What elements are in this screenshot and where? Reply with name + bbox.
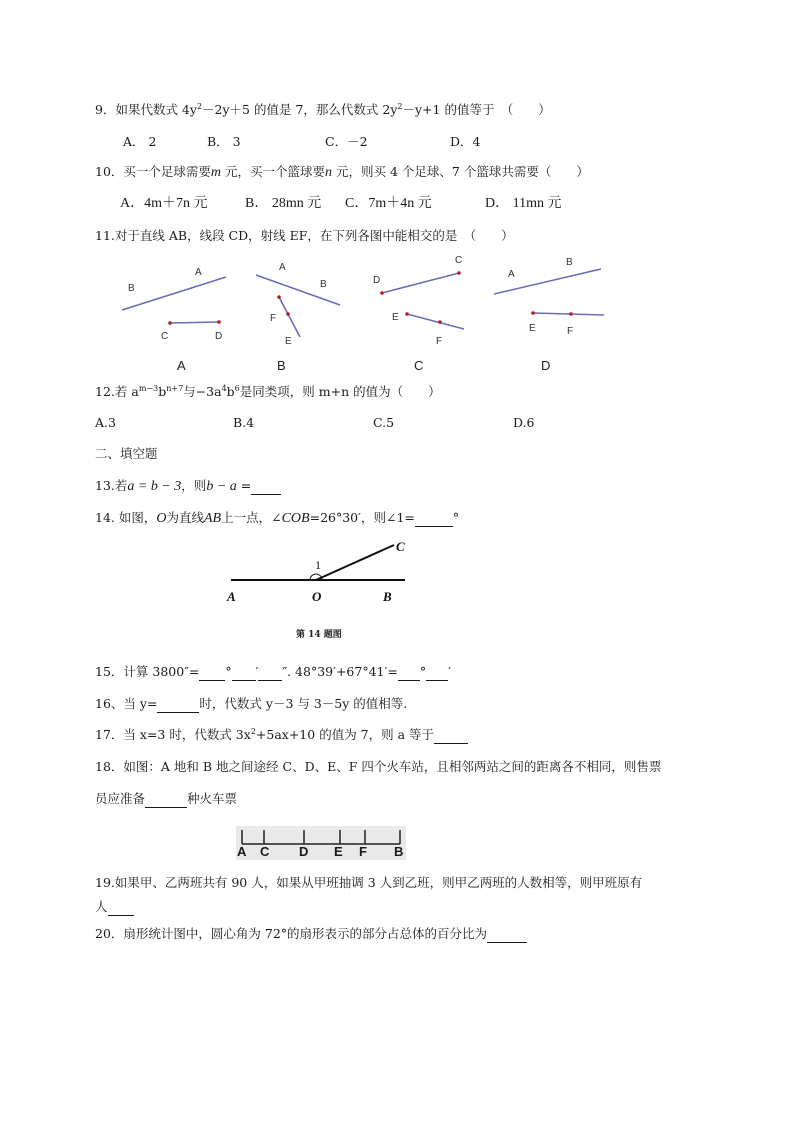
q16-stem [95,696,407,713]
q11-figure-label-d: D [541,358,551,373]
q10-option-c: C．7m＋4n 元 [345,196,432,211]
q14-text-part: =26°30′，则∠1= [309,510,415,525]
q12-text-part: b [226,384,235,399]
q15-text-part: ″. 48°39′+67°41′= [282,664,398,679]
q15-blank-sum-degrees[interactable] [398,664,420,681]
q16-answer-blank[interactable] [157,696,199,713]
point-c [457,271,461,275]
station-label-d: D [299,844,309,859]
q9-text-part: 如果代数式 4y [115,102,197,117]
label-e: E [285,336,292,347]
q10-text-part: 元，则买 4 个足球、7 个篮球共需要（ ） [332,164,589,179]
label-b: B [128,283,135,294]
station-label-f: F [359,844,367,859]
q12-option-a: A.3 [95,415,116,430]
q12-exponent: n+7 [166,383,184,393]
label-c: C [161,331,169,342]
q13-text-part: ，则 [181,478,207,493]
section-heading-fill-blank: 二、填空题 [95,446,158,461]
q13-text-part: = [236,478,252,493]
label-b: B [320,279,327,290]
point-e [405,312,409,316]
station-label-c: C [260,844,270,859]
label-d: D [215,331,223,342]
point-f [286,312,290,316]
q14-figure [0,535,794,615]
q11-figure-label-b: B [277,358,286,373]
q15-text-part: 15．计算 3800″= [95,664,200,679]
q14-label-a: A [227,589,236,604]
q17-exponent: 2 [250,726,256,736]
q10-text-part: 元，买一个篮球要 [221,164,326,179]
q12-stem [95,384,441,400]
q18-answer-blank[interactable] [145,791,187,808]
q15-blank-degrees[interactable] [199,664,225,681]
point-d [217,320,221,324]
q9-stem [95,102,551,118]
q11-figure-label-a: A [177,358,186,373]
label-d: D [373,275,381,286]
q10-variable-m: m [210,165,222,180]
q13-stem [95,478,281,495]
q19-stem-line1: 19.如果甲、乙两班共有 90 人，如果从甲班抽调 3 人到乙班，则甲乙两班的人数相等，则甲班原有 [95,875,643,890]
q14-point-o: O [156,511,167,526]
label-f: F [270,313,277,324]
q10-option-b: B． 28mn 元 [245,196,322,211]
q11-figure-b [256,262,340,347]
q12-exponent: 6 [234,383,240,393]
q9-option-d: D．4 [450,134,481,149]
label-f: F [436,336,443,347]
q15-unit: ° [225,664,232,679]
ray-ef [407,314,464,329]
station-label-e: E [334,844,343,859]
q11-figure-label-c: C [414,358,424,373]
q15-unit: ′ [448,664,451,679]
station-label-a: A [237,844,247,859]
line-ab [256,275,340,305]
q9-exponent: 2 [397,101,403,111]
q12-option-d: D.6 [513,415,535,430]
q14-label-c: C [396,539,405,554]
q14-ray-oc [316,545,394,580]
q13-answer-blank[interactable] [251,478,281,495]
q14-angle-cob: COB [281,511,310,526]
q15-blank-seconds[interactable] [255,664,282,681]
q10-stem [95,164,589,181]
point-d [380,291,384,295]
label-e: E [529,323,536,334]
q14-line-ab: AB [204,511,222,526]
q20-text: 20．扇形统计图中，圆心角为 72°的扇形表示的部分占总体的百分比为 [95,926,488,941]
q9-option-b: B． 3 [207,134,241,149]
q10-option-d: D． 11mn 元 [485,196,562,211]
q12-option-b: B.4 [233,415,255,430]
q9-text-part: －y+1 的值等于 （ ） [402,102,551,117]
label-a: A [508,269,515,280]
station-label-b: B [394,844,404,859]
segment-cd [382,273,459,293]
point-e [277,295,281,299]
q15-blank-minutes[interactable] [232,664,256,681]
q13-expression: b − a [206,479,237,494]
q11-figures [0,255,794,375]
label-a: A [195,267,202,278]
q20-answer-blank[interactable] [487,926,527,943]
label-a: A [279,262,286,273]
q14-label-b: B [383,589,392,604]
label-c: C [455,255,463,266]
q18-station-labels [236,844,406,860]
q15-unit: ′ [255,664,259,679]
q11-figure-d [494,257,604,337]
q14-figure-caption: 第 14 题图 [296,630,342,640]
q9-text-part: －2y＋5 的值是 7，那么代数式 2y [202,102,398,117]
q9-option-a: A． 2 [123,134,157,149]
q17-text-part: +5ax+10 的值为 7，则 a 等于 [255,727,435,742]
q12-exponent: m−3 [138,383,159,393]
line-ab [122,277,226,310]
point-f [569,312,573,316]
q11-figure-c [373,255,464,347]
q16-text-part: 16、当 y= [95,696,158,711]
q11-stem: 11.对于直线 AB，线段 CD，射线 EF，在下列各图中能相交的是 （ ） [95,228,514,243]
q20-stem [95,926,527,943]
q15-unit: ° [419,664,427,679]
q11-figure-a [122,267,226,342]
q15-stem [95,664,451,681]
q9-option-c: C．－2 [325,134,368,149]
q9-exponent: 2 [196,101,203,111]
q16-text-part: 时，代数式 y－3 与 3－5y 的值相等. [199,696,408,711]
label-f: F [567,326,574,337]
q18-text-part: 员应准备 [95,791,146,806]
label-b: B [566,257,573,268]
point-f [438,320,442,324]
segment-cd [170,322,219,323]
q12-option-c: C.5 [373,415,395,430]
q17-answer-blank[interactable] [434,727,468,744]
q12-text-part: 与−3a [183,384,222,399]
q12-exponent: 4 [221,383,227,393]
q12-text-part: 12.若 a [95,384,139,399]
q10-variable-n: n [325,165,333,180]
q13-expression: a = b − 3 [127,479,182,494]
q9-number: 9． [95,102,116,117]
q14-text-part: 上一点，∠ [221,510,282,525]
q12-text-part: 是同类项，则 m+n 的值为（ ） [239,384,441,399]
q15-blank-sum-minutes[interactable] [426,664,448,681]
q14-degree-sign: ° [452,510,460,525]
q12-text-part: b [158,384,167,399]
label-e: E [392,312,399,323]
q19-stem-line2 [95,899,134,916]
q14-stem [95,510,459,527]
q14-label-o: O [312,589,322,604]
q10-text-part: 买一个足球需要 [123,164,211,179]
q17-text-part: 17．当 x=3 时，代数式 3x [95,727,251,742]
q18-text-part: 种火车票 [187,791,238,806]
q14-answer-blank[interactable] [415,510,453,527]
ray-ef [279,297,300,337]
q19-text-part: 人 [95,899,108,914]
q14-text-part: 14. 如图， [95,510,157,525]
q19-answer-blank[interactable] [108,899,134,916]
q13-text-part: 13.若 [95,478,128,493]
point-e [531,311,535,315]
ray-ef [533,313,604,315]
q17-stem [95,727,468,744]
q14-label-angle-1: 1 [315,558,321,572]
q10-number: 10． [95,164,124,179]
q10-option-a: A．4m＋7n 元 [120,196,208,211]
q14-text-part: 为直线 [166,510,204,525]
point-c [168,321,172,325]
q18-stem-line1: 18．如图：A 地和 B 地之间途经 C、D、E、F 四个火车站，且相邻两站之间的距离各不相同，则售票 [95,759,662,774]
q18-stem-line2 [95,791,237,808]
